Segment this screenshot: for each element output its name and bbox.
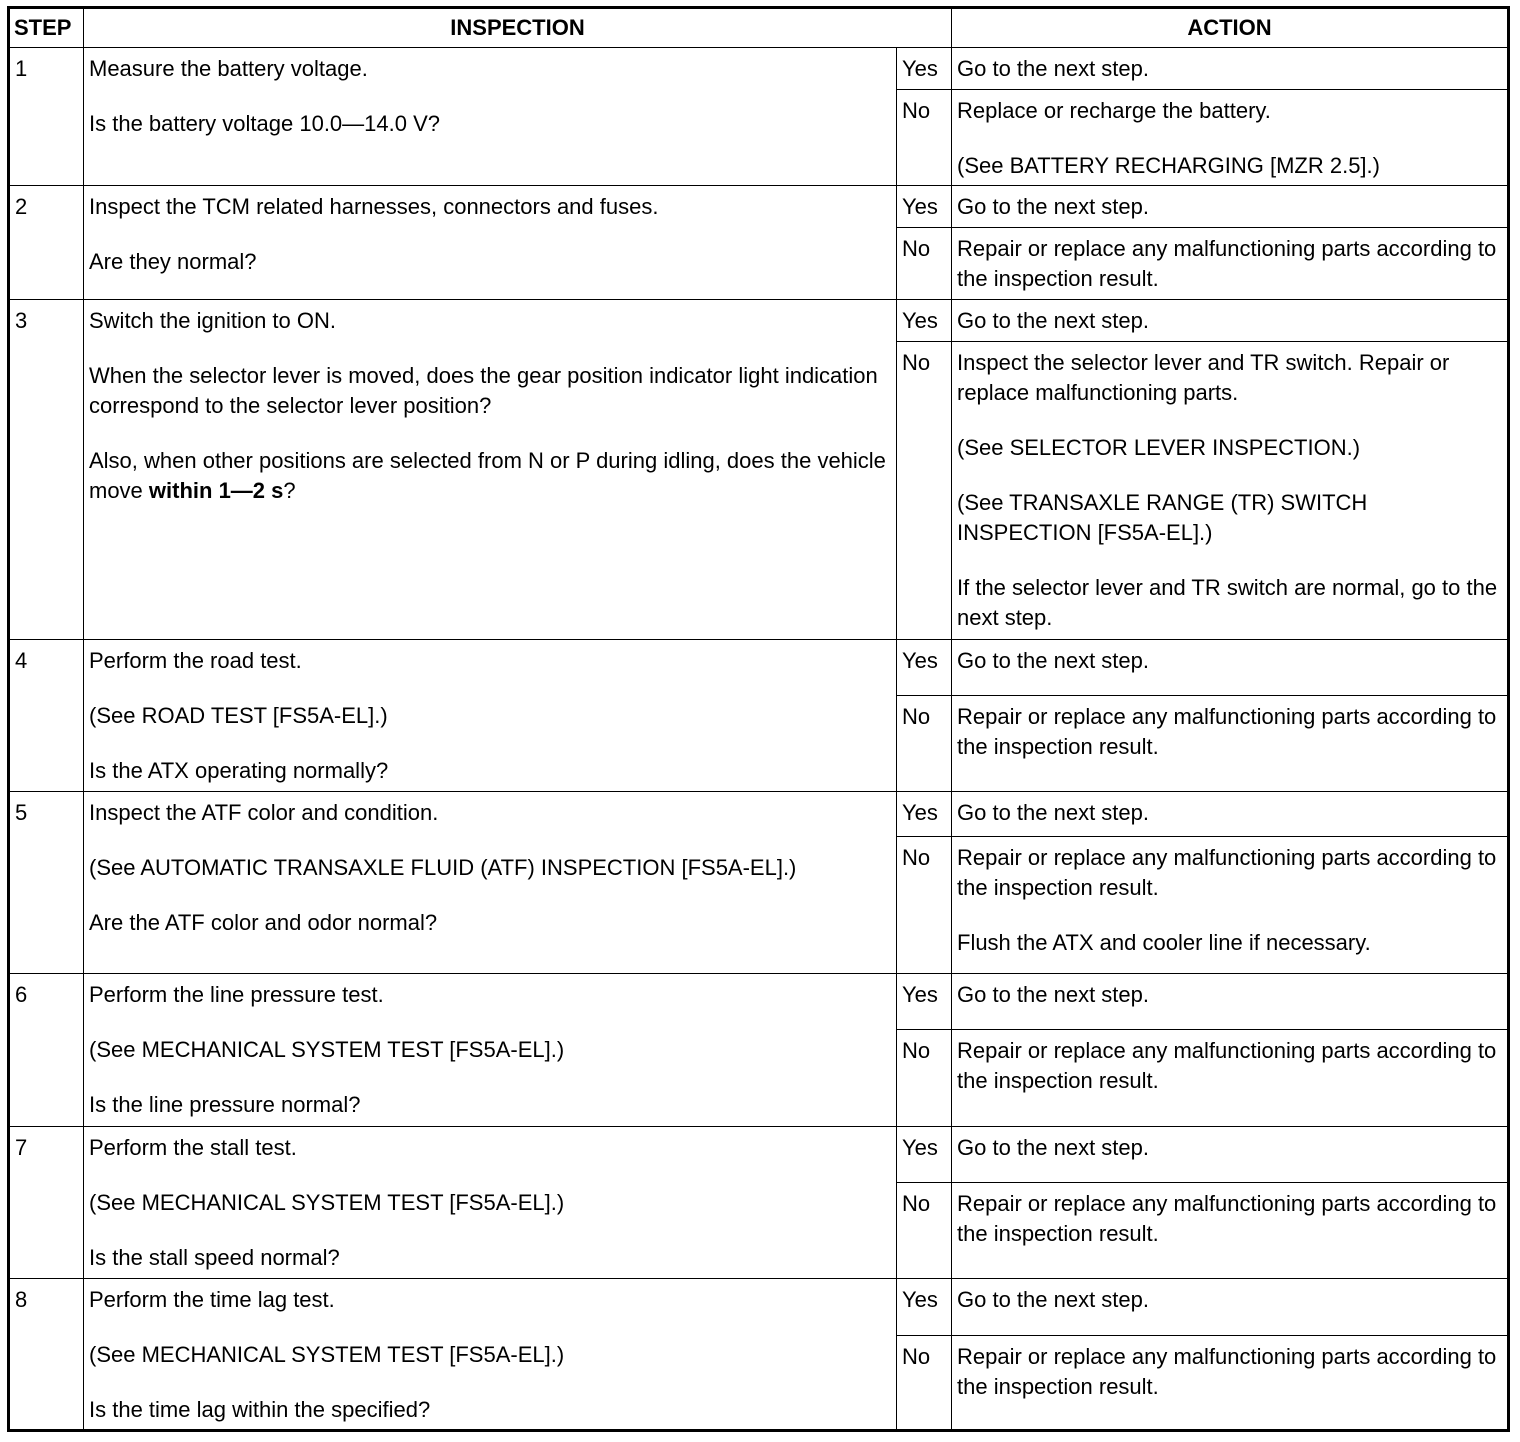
action-no-cell [952, 837, 1509, 974]
step-1-yes-row [9, 48, 1509, 90]
step-6-yes-row [9, 974, 1509, 1030]
result-yes-label: Yes [897, 1127, 952, 1183]
inspection-cell [84, 48, 897, 186]
result-no-label: No [897, 342, 952, 640]
action-yes-cell [952, 792, 1509, 837]
step-5-yes-row [9, 792, 1509, 837]
time-spec: within 1—2 s [148, 478, 284, 503]
inspection-text: Perform the time lag test. [89, 1287, 335, 1312]
inspection-cell [84, 1127, 897, 1279]
action-text: Go to the next step. [957, 1287, 1150, 1312]
step-number: 3 [9, 300, 84, 640]
inspection-text: Inspect the ATF color and condition. [89, 800, 439, 825]
inspection-text-part: Also, when other positions are selected from N or P during idling, does the vehicle move [89, 448, 886, 503]
step-number: 6 [9, 974, 84, 1127]
action-no-cell [952, 696, 1509, 792]
action-text: Flush the ATX and cooler line if necessary. [957, 930, 1371, 955]
inspection-column-header: INSPECTION [84, 8, 952, 48]
inspection-text: Measure the battery voltage. [89, 56, 368, 81]
inspection-text [89, 446, 891, 506]
inspection-cell [84, 974, 897, 1127]
action-text: (See BATTERY RECHARGING [MZR 2.5].) [957, 153, 1380, 178]
result-yes-label: Yes [897, 974, 952, 1030]
result-no-label: No [897, 90, 952, 186]
step-number: 8 [9, 1279, 84, 1431]
inspection-text: Is the stall speed normal? [89, 1245, 340, 1270]
inspection-text: (See MECHANICAL SYSTEM TEST [FS5A-EL].) [89, 1037, 565, 1062]
action-text: Inspect the selector lever and TR switch. Repair or replace malfunctioning parts. [957, 350, 1450, 405]
action-yes-cell [952, 974, 1509, 1030]
inspection-text: Is the time lag within the specified? [89, 1397, 431, 1422]
inspection-text: (See AUTOMATIC TRANSAXLE FLUID (ATF) INSPECTION [FS5A-EL].) [89, 855, 797, 880]
inspection-text: Are they normal? [89, 249, 257, 274]
inspection-cell [84, 1279, 897, 1431]
action-text: Go to the next step. [957, 1135, 1150, 1160]
result-no-label: No [897, 228, 952, 300]
step-column-header: STEP [9, 8, 84, 48]
action-no-cell [952, 1030, 1509, 1127]
action-yes-cell [952, 48, 1509, 90]
inspection-text: Inspect the TCM related harnesses, connectors and fuses. [89, 194, 659, 219]
action-no-cell [952, 1183, 1509, 1279]
inspection-text: (See MECHANICAL SYSTEM TEST [FS5A-EL].) [89, 1190, 565, 1215]
action-text: Replace or recharge the battery. [957, 98, 1271, 123]
inspection-text: (See ROAD TEST [FS5A-EL].) [89, 703, 388, 728]
action-no-cell [952, 1335, 1509, 1430]
inspection-cell [84, 640, 897, 792]
action-column-header: ACTION [952, 8, 1509, 48]
inspection-text: Is the battery voltage 10.0—14.0 V? [89, 111, 441, 136]
action-text: Go to the next step. [957, 56, 1150, 81]
inspection-cell [84, 300, 897, 640]
result-no-label: No [897, 696, 952, 792]
inspection-text: Is the ATX operating normally? [89, 758, 389, 783]
result-no-label: No [897, 837, 952, 974]
inspection-text: Perform the line pressure test. [89, 982, 384, 1007]
action-yes-cell [952, 1279, 1509, 1336]
inspection-text: Switch the ignition to ON. [89, 308, 337, 333]
action-text: Repair or replace any malfunctioning parts according to the inspection result. [957, 1038, 1497, 1093]
step-8-yes-row [9, 1279, 1509, 1336]
inspection-text: When the selector lever is moved, does the gear position indicator light indication correspond to the selector lever position? [89, 363, 878, 418]
action-no-cell [952, 228, 1509, 300]
inspection-text-part: ? [283, 478, 296, 503]
inspection-text: (See MECHANICAL SYSTEM TEST [FS5A-EL].) [89, 1342, 565, 1367]
action-text: Repair or replace any malfunctioning parts according to the inspection result. [957, 236, 1497, 291]
action-text: Repair or replace any malfunctioning parts according to the inspection result. [957, 1191, 1497, 1246]
result-no-label: No [897, 1030, 952, 1127]
step-7-yes-row [9, 1127, 1509, 1183]
action-text: If the selector lever and TR switch are normal, go to the next step. [957, 575, 1498, 630]
inspection-text: Perform the road test. [89, 648, 302, 673]
inspection-text: Are the ATF color and odor normal? [89, 910, 438, 935]
action-text: Repair or replace any malfunctioning parts according to the inspection result. [957, 1343, 1497, 1399]
step-3-yes-row [9, 300, 1509, 342]
inspection-text: Perform the stall test. [89, 1135, 297, 1160]
action-yes-cell [952, 640, 1509, 696]
action-text: Go to the next step. [957, 308, 1150, 333]
step-number: 5 [9, 792, 84, 974]
action-text: Go to the next step. [957, 982, 1150, 1007]
inspection-text: Is the line pressure normal? [89, 1092, 361, 1117]
result-yes-label: Yes [897, 186, 952, 228]
diagnostic-procedure-table [7, 6, 1510, 1432]
result-yes-label: Yes [897, 640, 952, 696]
action-text: Go to the next step. [957, 800, 1150, 825]
result-no-label: No [897, 1183, 952, 1279]
result-no-label: No [897, 1335, 952, 1430]
step-number: 7 [9, 1127, 84, 1279]
step-2-yes-row [9, 186, 1509, 228]
result-yes-label: Yes [897, 1279, 952, 1336]
inspection-cell [84, 792, 897, 974]
action-yes-cell [952, 1127, 1509, 1183]
action-text: Repair or replace any malfunctioning parts according to the inspection result. [957, 845, 1497, 900]
table-header-row [9, 8, 1509, 48]
action-no-cell [952, 342, 1509, 640]
result-yes-label: Yes [897, 48, 952, 90]
step-4-yes-row [9, 640, 1509, 696]
action-text: Go to the next step. [957, 648, 1150, 673]
inspection-cell [84, 186, 897, 300]
action-text: (See TRANSAXLE RANGE (TR) SWITCH INSPECTION [FS5A-EL].) [957, 490, 1368, 545]
action-text: Repair or replace any malfunctioning parts according to the inspection result. [957, 704, 1497, 759]
action-no-cell [952, 90, 1509, 186]
step-number: 4 [9, 640, 84, 792]
action-yes-cell [952, 186, 1509, 228]
step-number: 2 [9, 186, 84, 300]
action-text: (See SELECTOR LEVER INSPECTION.) [957, 435, 1361, 460]
action-yes-cell [952, 300, 1509, 342]
action-text: Go to the next step. [957, 194, 1150, 219]
result-yes-label: Yes [897, 300, 952, 342]
result-yes-label: Yes [897, 792, 952, 837]
step-number: 1 [9, 48, 84, 186]
